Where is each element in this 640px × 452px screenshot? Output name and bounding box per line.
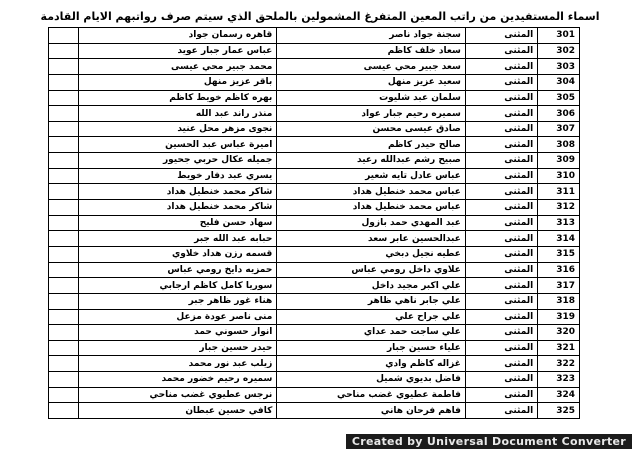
empty-cell (49, 325, 79, 341)
table-row (49, 90, 580, 106)
beneficiary-name-cell: سعيد عزيز منهل (277, 74, 466, 90)
governorate-cell: المثنى (465, 231, 537, 247)
beneficiary-name-cell: عطيه نجيل دبخي (277, 246, 466, 262)
table-row (49, 184, 580, 200)
converter-watermark: Created by Universal Document Converter (346, 434, 632, 449)
relative-name-cell: كافي حسين عبطان (78, 403, 277, 419)
governorate-cell: المثنى (465, 28, 537, 44)
beneficiary-name-cell: صبيح رشم عبدالله رعيد (277, 153, 466, 169)
governorate-cell: المثنى (465, 74, 537, 90)
empty-cell (49, 262, 79, 278)
empty-cell (49, 403, 79, 419)
beneficiary-name-cell: عباس محمد خنطيل هداد (277, 184, 466, 200)
governorate-cell: المثنى (465, 262, 537, 278)
row-number-cell: 318 (538, 293, 580, 309)
beneficiary-name-cell: غزاله كاظم وادي (277, 356, 466, 372)
beneficiary-name-cell: سميره رحيم جبار عواد (277, 106, 466, 122)
empty-cell (49, 43, 79, 59)
row-number-cell: 308 (538, 137, 580, 153)
empty-cell (49, 278, 79, 294)
row-number-cell: 311 (538, 184, 580, 200)
relative-name-cell: انوار حسوني حمد (78, 325, 277, 341)
row-number-cell: 305 (538, 90, 580, 106)
beneficiary-name-cell: عبدالحسين عابر سعد (277, 231, 466, 247)
table-row (49, 372, 580, 388)
table-row (49, 43, 580, 59)
row-number-cell: 307 (538, 121, 580, 137)
beneficiary-name-cell: عباس عادل تايه شعير (277, 168, 466, 184)
relative-name-cell: نجوى مزهر محل عنيد (78, 121, 277, 137)
empty-cell (49, 340, 79, 356)
beneficiary-name-cell: فاهم فرحان هاني (277, 403, 466, 419)
empty-cell (49, 387, 79, 403)
governorate-cell: المثنى (465, 278, 537, 294)
empty-cell (49, 309, 79, 325)
relative-name-cell: جميله عكال حربي جحيور (78, 153, 277, 169)
relative-name-cell: قاهره رسمان جواد (78, 28, 277, 44)
beneficiary-name-cell: سعاد خلف كاظم (277, 43, 466, 59)
row-number-cell: 316 (538, 262, 580, 278)
governorate-cell: المثنى (465, 340, 537, 356)
empty-cell (49, 137, 79, 153)
table-row (49, 200, 580, 216)
governorate-cell: المثنى (465, 356, 537, 372)
empty-cell (49, 74, 79, 90)
relative-name-cell: حيدر حسين جبار (78, 340, 277, 356)
row-number-cell: 320 (538, 325, 580, 341)
governorate-cell: المثنى (465, 309, 537, 325)
relative-name-cell: محمد جبير محي عيسى (78, 59, 277, 75)
table-row (49, 231, 580, 247)
empty-cell (49, 356, 79, 372)
governorate-cell: المثنى (465, 90, 537, 106)
empty-cell (49, 59, 79, 75)
table-row (49, 246, 580, 262)
table-row (49, 356, 580, 372)
table-row (49, 153, 580, 169)
row-number-cell: 303 (538, 59, 580, 75)
governorate-cell: المثنى (465, 153, 537, 169)
relative-name-cell: سهاد حسن فليح (78, 215, 277, 231)
table-row (49, 137, 580, 153)
row-number-cell: 314 (538, 231, 580, 247)
row-number-cell: 309 (538, 153, 580, 169)
row-number-cell: 302 (538, 43, 580, 59)
beneficiary-name-cell: فاطمة عطيوي غضب مناحي (277, 387, 466, 403)
empty-cell (49, 28, 79, 44)
governorate-cell: المثنى (465, 59, 537, 75)
governorate-cell: المثنى (465, 184, 537, 200)
beneficiary-name-cell: سلمان عبد شليوت (277, 90, 466, 106)
beneficiary-name-cell: صادق عيسى محسن (277, 121, 466, 137)
row-number-cell: 301 (538, 28, 580, 44)
beneficiary-name-cell: علاوي داخل رومي عباس (277, 262, 466, 278)
table-row (49, 59, 580, 75)
empty-cell (49, 246, 79, 262)
governorate-cell: المثنى (465, 43, 537, 59)
table-row (49, 278, 580, 294)
relative-name-cell: هناء غور ظاهر جبر (78, 293, 277, 309)
governorate-cell: المثنى (465, 121, 537, 137)
relative-name-cell: اميرة عباس عبد الحسين (78, 137, 277, 153)
table-row (49, 215, 580, 231)
empty-cell (49, 372, 79, 388)
table-row (49, 309, 580, 325)
governorate-cell: المثنى (465, 168, 537, 184)
beneficiary-name-cell: سعد جبير محي عيسى (277, 59, 466, 75)
relative-name-cell: نرجس عطيوي غضب مناحي (78, 387, 277, 403)
relative-name-cell: سوريا كامل كاظم ارجابي (78, 278, 277, 294)
governorate-cell: المثنى (465, 215, 537, 231)
beneficiaries-table (48, 27, 580, 419)
row-number-cell: 313 (538, 215, 580, 231)
row-number-cell: 324 (538, 387, 580, 403)
empty-cell (49, 200, 79, 216)
relative-name-cell: حبابه عبد الله جبر (78, 231, 277, 247)
relative-name-cell: عباس عمار جبار عويد (78, 43, 277, 59)
governorate-cell: المثنى (465, 325, 537, 341)
relative-name-cell: سميره رحيم خضور محمد (78, 372, 277, 388)
page-title: اسماء المستفيدين من راتب المعين المتفرغ المشمولين بالملحق الذي سيتم صرف رواتبهم الايام القادمة (40, 10, 600, 23)
relative-name-cell: شاكر محمد خنطيل هداد (78, 200, 277, 216)
relative-name-cell: يسري عبد دفار خويط (78, 168, 277, 184)
row-number-cell: 321 (538, 340, 580, 356)
relative-name-cell: قسمه رزن هداد خلاوي (78, 246, 277, 262)
beneficiary-name-cell: علياء حسين جبار (277, 340, 466, 356)
table-row (49, 28, 580, 44)
table-row (49, 168, 580, 184)
row-number-cell: 304 (538, 74, 580, 90)
row-number-cell: 310 (538, 168, 580, 184)
row-number-cell: 315 (538, 246, 580, 262)
governorate-cell: المثنى (465, 293, 537, 309)
table-row (49, 340, 580, 356)
governorate-cell: المثنى (465, 403, 537, 419)
relative-name-cell: بهره كاظم خويط كاظم (78, 90, 277, 106)
empty-cell (49, 168, 79, 184)
table-row (49, 293, 580, 309)
row-number-cell: 325 (538, 403, 580, 419)
beneficiary-name-cell: عباس محمد خنطيل هداد (277, 200, 466, 216)
governorate-cell: المثنى (465, 246, 537, 262)
table-row (49, 106, 580, 122)
empty-cell (49, 106, 79, 122)
relative-name-cell: منى ناصر عودة مزعل (78, 309, 277, 325)
table-row (49, 325, 580, 341)
beneficiary-name-cell: سجنة جواد ناصر (277, 28, 466, 44)
relative-name-cell: زيلب عبد نور محمد (78, 356, 277, 372)
row-number-cell: 323 (538, 372, 580, 388)
table-row (49, 262, 580, 278)
governorate-cell: المثنى (465, 387, 537, 403)
row-number-cell: 322 (538, 356, 580, 372)
table-row (49, 387, 580, 403)
beneficiary-name-cell: فاضل بديوي شميل (277, 372, 466, 388)
row-number-cell: 312 (538, 200, 580, 216)
empty-cell (49, 153, 79, 169)
empty-cell (49, 121, 79, 137)
relative-name-cell: حمزيه دايخ رومي عباس (78, 262, 277, 278)
empty-cell (49, 184, 79, 200)
row-number-cell: 319 (538, 309, 580, 325)
beneficiary-name-cell: علي جابر ناهي ظاهر (277, 293, 466, 309)
empty-cell (49, 231, 79, 247)
relative-name-cell: شاكر محمد خنطيل هداد (78, 184, 277, 200)
governorate-cell: المثنى (465, 106, 537, 122)
governorate-cell: المثنى (465, 200, 537, 216)
row-number-cell: 306 (538, 106, 580, 122)
beneficiary-name-cell: صالح حيدر كاظم (277, 137, 466, 153)
table-row (49, 74, 580, 90)
beneficiary-name-cell: علي جراح علي (277, 309, 466, 325)
relative-name-cell: باقر عزيز منهل (78, 74, 277, 90)
table-row (49, 121, 580, 137)
table-body (49, 28, 580, 419)
empty-cell (49, 215, 79, 231)
row-number-cell: 317 (538, 278, 580, 294)
beneficiary-name-cell: علي ساجت حمد عداي (277, 325, 466, 341)
empty-cell (49, 90, 79, 106)
relative-name-cell: منذر راند عبد الله (78, 106, 277, 122)
governorate-cell: المثنى (465, 372, 537, 388)
table-row (49, 403, 580, 419)
beneficiary-name-cell: علي اكبر مجيد داخل (277, 278, 466, 294)
governorate-cell: المثنى (465, 137, 537, 153)
beneficiary-name-cell: عبد المهدي حمد بازول (277, 215, 466, 231)
empty-cell (49, 293, 79, 309)
